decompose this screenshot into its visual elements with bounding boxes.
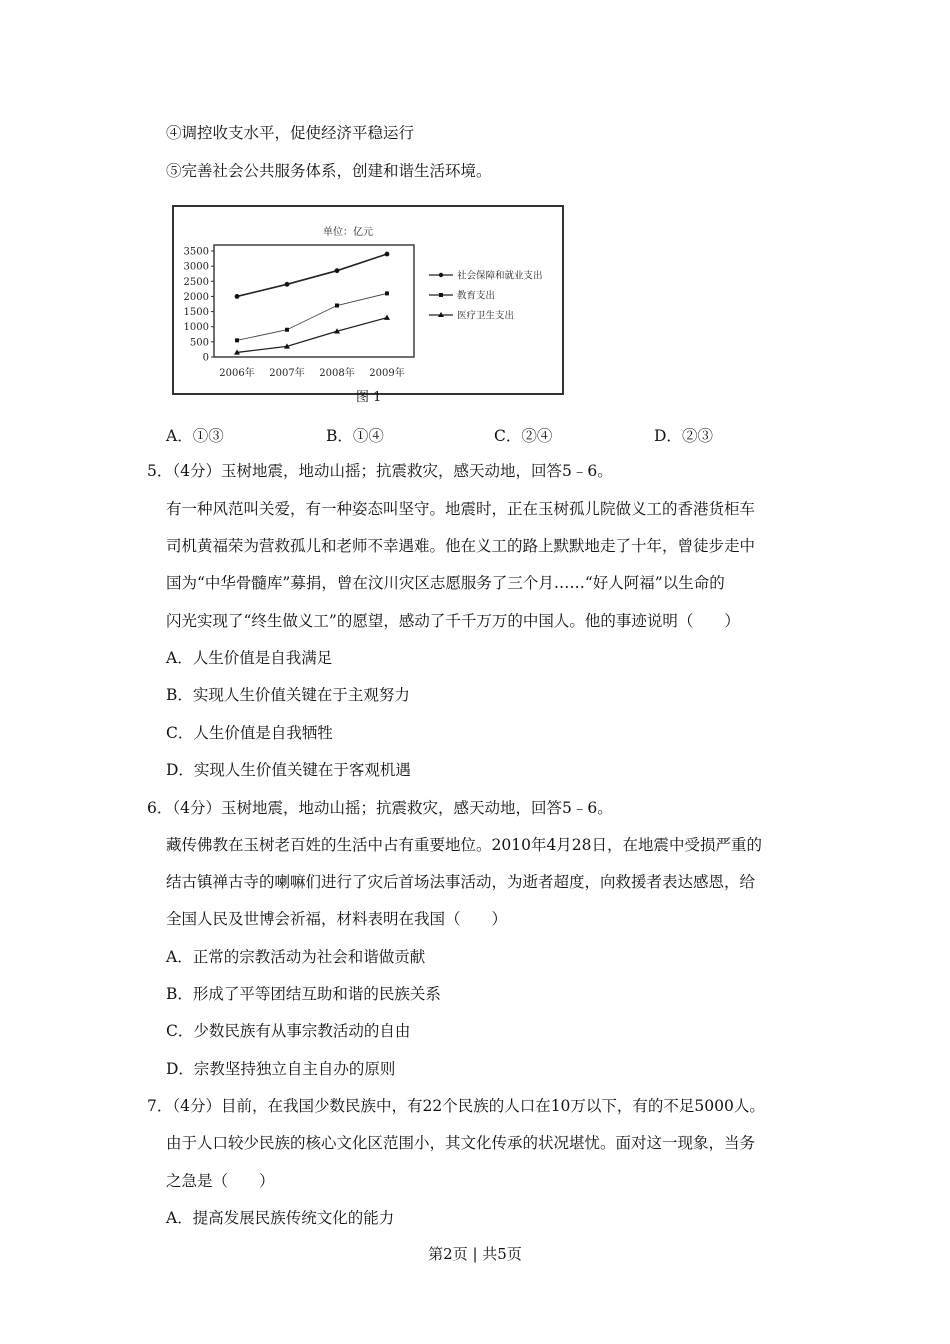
- q4-option-c-letter: C．: [494, 427, 522, 445]
- figure-1-chart: [172, 205, 564, 395]
- q4-option-b-text: ①④: [352, 427, 384, 445]
- data-point-social-security: [335, 268, 340, 273]
- q4-option-a-text: ①③: [192, 427, 224, 445]
- item-4-text: ④调控收支水平，促使经济平稳运行: [166, 124, 415, 142]
- page-footer: 第2页 | 共5页: [428, 1245, 522, 1263]
- data-point-education: [285, 328, 289, 332]
- item-5-text: ⑤完善社会公共服务体系，创建和谐生活环境。: [166, 162, 492, 180]
- y-tick-label: 1500: [183, 307, 209, 319]
- y-tick-label: 500: [189, 337, 209, 349]
- legend-marker: [439, 273, 443, 277]
- plot-area-frame: [214, 245, 414, 357]
- q7-header: 7．（4分）目前，在我国少数民族中，有22个民族的人口在10万以下，有的不足5000人。: [147, 1097, 765, 1115]
- data-point-education: [385, 291, 389, 295]
- q6-passage-line: 藏传佛教在玉树老百姓的生活中占有重要地位。2010年4月28日，在地震中受损严重的: [166, 836, 763, 854]
- q5-passage-line: 有一种风范叫关爱，有一种姿态叫坚守。地震时，正在玉树孤儿院做义工的香港货柜车: [166, 500, 756, 518]
- data-point-education: [335, 304, 339, 308]
- q4-option-a-letter: A．: [166, 427, 193, 445]
- x-tick-label: 2006年: [219, 368, 255, 379]
- y-tick-label: 3000: [183, 261, 209, 273]
- q4-option-b: [326, 424, 384, 446]
- q4-option-c-text: ②④: [521, 427, 553, 445]
- data-point-education: [235, 338, 239, 342]
- y-tick-label: 2500: [183, 276, 209, 288]
- q6-option-d: D．宗教坚持独立自主自办的原则: [166, 1060, 396, 1078]
- q5-header: 5．（4分）玉树地震，地动山摇；抗震救灾，感天动地，回答5﹣6。: [147, 462, 613, 480]
- q4-option-a: [166, 424, 224, 446]
- q4-option-b-letter: B．: [326, 427, 353, 445]
- q6-option-a: A．正常的宗教活动为社会和谐做贡献: [166, 948, 426, 966]
- q5-option-a: A．人生价值是自我满足: [166, 649, 333, 667]
- y-tick-label: 1000: [183, 322, 209, 334]
- data-point-social-security: [235, 294, 240, 299]
- q4-option-c: [494, 424, 552, 446]
- q5-passage-line: 国为“中华骨髓库”募捐，曾在汶川灾区志愿服务了三个月……“好人阿福”以生命的: [166, 574, 725, 592]
- q7-option-a: A．提高发展民族传统文化的能力: [166, 1209, 395, 1227]
- q6-passage-line: 全国人民及世博会祈福，材料表明在我国（ ）: [166, 910, 508, 928]
- y-tick-label: 0: [202, 352, 209, 364]
- series-line-3: [237, 318, 387, 353]
- line-chart: [174, 207, 562, 393]
- figure-caption: 图 1: [356, 390, 382, 405]
- x-tick-label: 2008年: [319, 368, 355, 379]
- q7-passage-line: 之急是（ ）: [166, 1172, 275, 1190]
- chart-unit-label: 单位：亿元: [323, 227, 373, 238]
- q5-option-c: C．人生价值是自我牺牲: [166, 724, 333, 742]
- series-line-2: [237, 293, 387, 340]
- y-tick-label: 3500: [183, 246, 209, 258]
- q6-option-c: C．少数民族有从事宗教活动的自由: [166, 1022, 411, 1040]
- legend-label: 教育支出: [457, 290, 496, 302]
- q7-passage-line: 由于人口较少民族的核心文化区范围小，其文化传承的状况堪忧。面对这一现象，当务: [166, 1134, 756, 1152]
- q5-option-d: D．实现人生价值关键在于客观机遇: [166, 761, 411, 779]
- q6-header: 6．（4分）玉树地震，地动山摇；抗震救灾，感天动地，回答5﹣6。: [147, 799, 613, 817]
- q4-option-d: [654, 424, 713, 446]
- legend-label: 社会保障和就业支出: [457, 270, 543, 282]
- data-point-medical: [384, 315, 390, 320]
- q5-passage-line: 闪光实现了“终生做义工”的愿望，感动了千千万万的中国人。他的事迹说明（ ）: [166, 612, 740, 630]
- q6-passage-line: 结古镇禅古寺的喇嘛们进行了灾后首场法事活动，为逝者超度，向救援者表达感恩，给: [166, 873, 756, 891]
- q5-passage-line: 司机黄福荣为营救孤儿和老师不幸遇难。他在义工的路上默默地走了十年，曾徒步走中: [166, 537, 756, 555]
- x-tick-label: 2009年: [369, 368, 405, 379]
- data-point-social-security: [385, 252, 390, 257]
- q4-option-d-text: ②③: [681, 427, 713, 445]
- q5-option-b: B．实现人生价值关键在于主观努力: [166, 686, 410, 704]
- x-tick-label: 2007年: [269, 368, 305, 379]
- legend-label: 医疗卫生支出: [457, 310, 515, 322]
- y-tick-label: 2000: [183, 291, 209, 303]
- q4-option-d-letter: D．: [654, 427, 682, 445]
- legend-marker: [439, 293, 443, 297]
- series-line-1: [237, 254, 387, 296]
- q6-option-b: B．形成了平等团结互助和谐的民族关系: [166, 985, 441, 1003]
- data-point-social-security: [285, 282, 290, 287]
